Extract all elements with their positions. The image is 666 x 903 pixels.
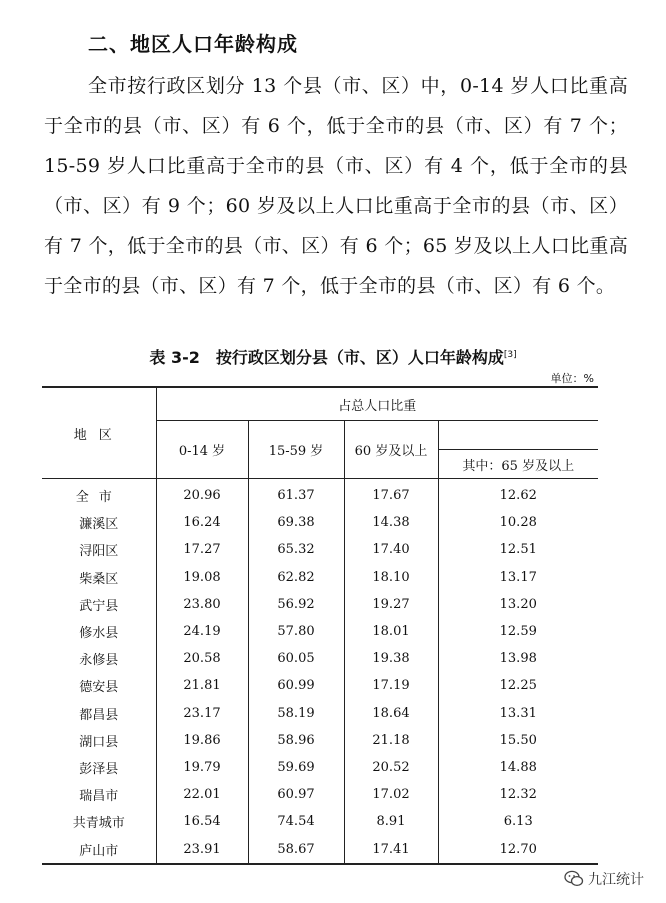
cell-15-59: 60.97 — [248, 781, 344, 808]
table-row — [42, 700, 598, 727]
cell-0-14: 20.96 — [156, 479, 248, 510]
cell-65-plus: 12.25 — [438, 672, 598, 699]
cell-60-plus: 17.67 — [344, 479, 438, 510]
cell-0-14: 21.81 — [156, 672, 248, 699]
cell-60-plus: 19.27 — [344, 591, 438, 618]
cell-65-plus: 13.17 — [438, 564, 598, 591]
cell-region: 都昌县 — [79, 707, 119, 723]
cell-60-plus: 20.52 — [344, 754, 438, 781]
table-row — [42, 781, 598, 808]
header-group: 占总人口比重 — [156, 387, 598, 421]
cell-region: 德安县 — [79, 680, 119, 696]
cell-15-59: 60.05 — [248, 645, 344, 672]
cell-region: 庐山市 — [79, 843, 119, 859]
cell-65-plus: 12.51 — [438, 536, 598, 563]
table-body — [42, 479, 598, 864]
age-structure-table — [42, 386, 598, 865]
cell-60-plus: 17.40 — [344, 536, 438, 563]
cell-0-14: 16.54 — [156, 808, 248, 835]
cell-region: 瑞昌市 — [79, 789, 119, 805]
table-row — [42, 536, 598, 563]
cell-65-plus: 14.88 — [438, 754, 598, 781]
cell-65-plus: 6.13 — [438, 808, 598, 835]
cell-60-plus: 14.38 — [344, 509, 438, 536]
cell-60-plus: 8.91 — [344, 808, 438, 835]
cell-65-plus: 15.50 — [438, 727, 598, 754]
cell-0-14: 19.86 — [156, 727, 248, 754]
cell-0-14: 23.91 — [156, 835, 248, 863]
cell-region: 永修县 — [79, 653, 119, 669]
cell-60-plus: 21.18 — [344, 727, 438, 754]
cell-15-59: 58.96 — [248, 727, 344, 754]
cell-60-plus: 17.19 — [344, 672, 438, 699]
header-col-15-59: 15-59 岁 — [248, 421, 344, 479]
header-col-empty — [438, 421, 598, 450]
table-row — [42, 645, 598, 672]
cell-15-59: 60.99 — [248, 672, 344, 699]
cell-0-14: 17.27 — [156, 536, 248, 563]
table-row — [42, 808, 598, 835]
cell-15-59: 56.92 — [248, 591, 344, 618]
cell-60-plus: 17.02 — [344, 781, 438, 808]
cell-region: 全市 — [75, 490, 122, 506]
watermark-text: 九江统计 — [588, 872, 644, 888]
cell-region: 湖口县 — [79, 734, 119, 750]
cell-65-plus: 13.98 — [438, 645, 598, 672]
cell-0-14: 23.80 — [156, 591, 248, 618]
cell-0-14: 24.19 — [156, 618, 248, 645]
section-heading: 二、地区人口年龄构成 — [88, 32, 298, 56]
cell-65-plus: 12.62 — [438, 479, 598, 510]
header-col-60-plus: 60 岁及以上 — [344, 421, 438, 479]
footnote-mark: [3] — [503, 350, 517, 360]
header-col-0-14: 0-14 岁 — [156, 421, 248, 479]
cell-region: 彭泽县 — [79, 761, 119, 777]
table-row — [42, 618, 598, 645]
table-row — [42, 754, 598, 781]
cell-15-59: 58.19 — [248, 700, 344, 727]
cell-60-plus: 18.64 — [344, 700, 438, 727]
cell-region: 浔阳区 — [79, 544, 119, 560]
table-row — [42, 509, 598, 536]
cell-60-plus: 17.41 — [344, 835, 438, 863]
table-row — [42, 564, 598, 591]
table-caption — [0, 345, 666, 368]
cell-region: 濂溪区 — [79, 517, 119, 533]
table-unit: 单位：% — [550, 372, 594, 385]
header-col-65-plus: 其中：65 岁及以上 — [438, 450, 598, 479]
cell-0-14: 23.17 — [156, 700, 248, 727]
cell-65-plus: 12.32 — [438, 781, 598, 808]
table-row — [42, 479, 598, 510]
cell-60-plus: 19.38 — [344, 645, 438, 672]
cell-region: 柴桑区 — [79, 571, 119, 587]
cell-region: 武宁县 — [79, 598, 119, 614]
cell-65-plus: 13.31 — [438, 700, 598, 727]
summary-paragraph: 全市按行政区划分 13 个县（市、区）中，0-14 岁人口比重高于全市的县（市、区）有 6 个，低于全市的县（市、区）有 7 个；15-59 岁人口比重高于全市的县（市、区）有 4 个，低于全市的县（市、区）有 9 个；60 岁及以上人口比重高于全市的县（市、区）有 7 个，低于全市的县（市、区）有 6 个；65 岁及以上人口比重高于全市的县（市、区）有 7 个，低于全市的县（市、区）有 6 个。 — [44, 75, 628, 297]
cell-15-59: 57.80 — [248, 618, 344, 645]
cell-0-14: 20.58 — [156, 645, 248, 672]
cell-60-plus: 18.01 — [344, 618, 438, 645]
cell-15-59: 61.37 — [248, 479, 344, 510]
cell-65-plus: 10.28 — [438, 509, 598, 536]
cell-60-plus: 18.10 — [344, 564, 438, 591]
cell-15-59: 58.67 — [248, 835, 344, 863]
cell-15-59: 74.54 — [248, 808, 344, 835]
wechat-icon — [564, 870, 584, 888]
watermark-logo — [564, 869, 644, 889]
cell-15-59: 62.82 — [248, 564, 344, 591]
cell-region: 共青城市 — [72, 816, 125, 832]
cell-0-14: 16.24 — [156, 509, 248, 536]
cell-15-59: 65.32 — [248, 536, 344, 563]
cell-0-14: 22.01 — [156, 781, 248, 808]
table-row — [42, 727, 598, 754]
cell-region: 修水县 — [79, 626, 119, 642]
cell-0-14: 19.08 — [156, 564, 248, 591]
cell-15-59: 59.69 — [248, 754, 344, 781]
table-row — [42, 591, 598, 618]
table-caption-text: 表 3-2 按行政区划分县（市、区）人口年龄构成 — [149, 348, 504, 367]
header-region: 地区 — [73, 427, 124, 443]
cell-65-plus: 12.59 — [438, 618, 598, 645]
cell-0-14: 19.79 — [156, 754, 248, 781]
cell-15-59: 69.38 — [248, 509, 344, 536]
table-row — [42, 672, 598, 699]
cell-65-plus: 13.20 — [438, 591, 598, 618]
cell-65-plus: 12.70 — [438, 835, 598, 863]
table-row — [42, 835, 598, 863]
